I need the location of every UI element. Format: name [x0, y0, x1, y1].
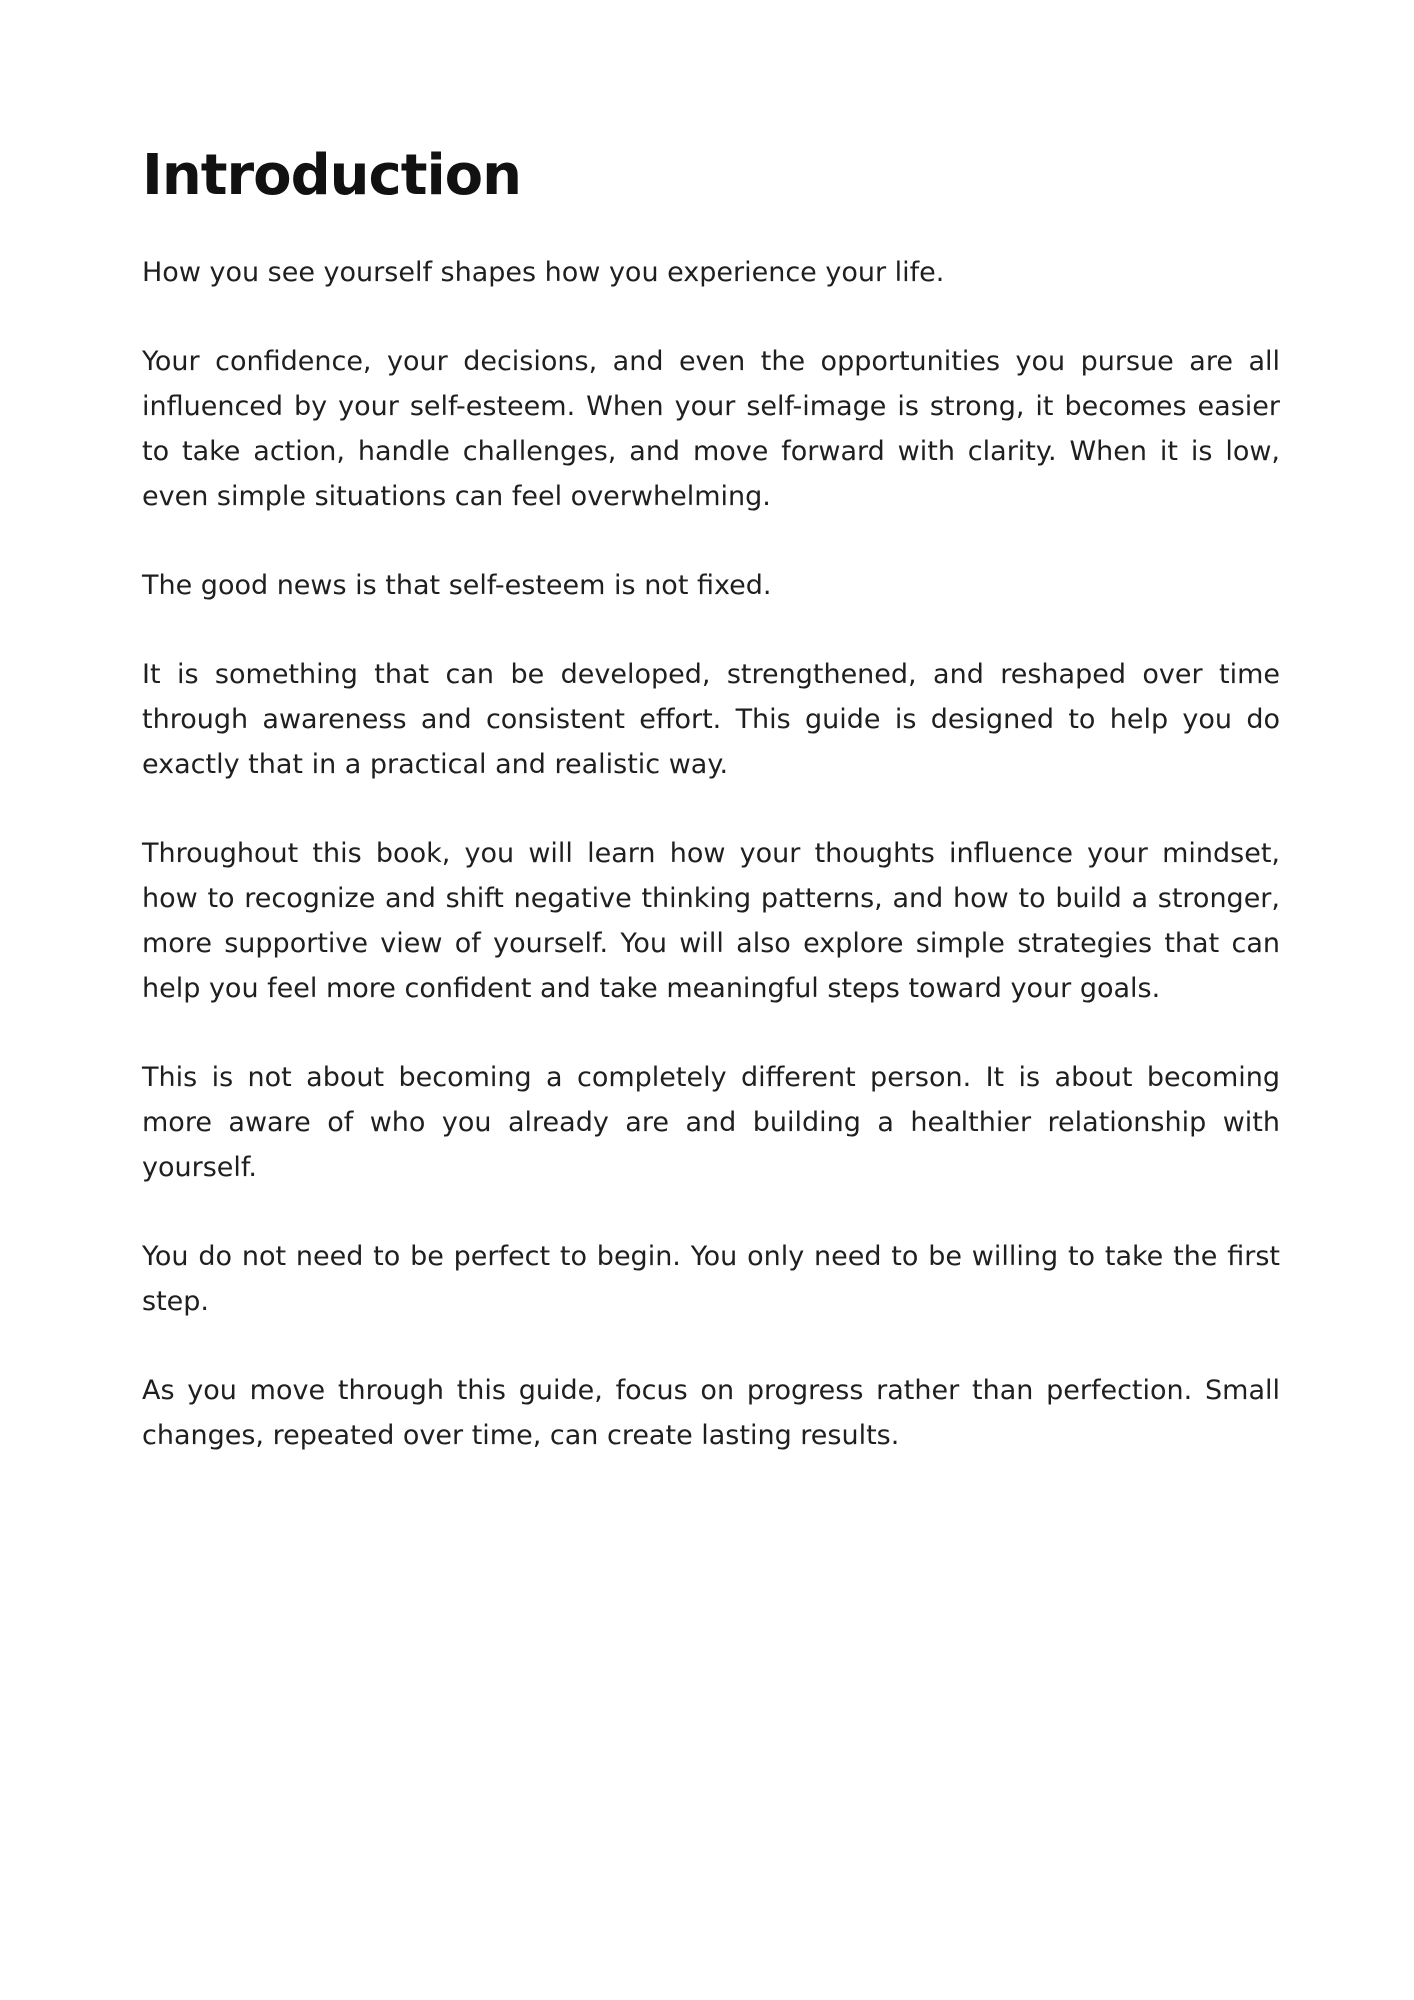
paragraph: As you move through this guide, focus on progress rather than perfection. Small changes, repeated over time, can create lasting results. — [142, 1375, 1280, 1451]
paragraph: You do not need to be perfect to begin. You only need to be willing to take the first step. — [142, 1241, 1280, 1317]
paragraph: The good news is that self-esteem is not fixed. — [142, 570, 772, 601]
body-text — [142, 250, 1280, 1502]
paragraph: This is not about becoming a completely different person. It is about becoming more aware of who you already are and building a healthier relationship with yourself. — [142, 1062, 1280, 1183]
page-title: Introduction — [142, 143, 522, 208]
paragraph: Throughout this book, you will learn how your thoughts influence your mindset, how to recognize and shift negative thinking patterns, and how to build a stronger, more supportive view of yourself. You will also explore simple strategies that can help you feel more confident and take meaningful steps toward your goals. — [142, 838, 1280, 1004]
paragraph: How you see yourself shapes how you experience your life. — [142, 257, 945, 288]
paragraph: Your confidence, your decisions, and even the opportunities you pursue are all influenced by your self-esteem. When your self-image is strong, it becomes easier to take action, handle challenges, and move forward with clarity. When it is low, even simple situations can feel overwhelming. — [142, 346, 1280, 512]
paragraph: It is something that can be developed, strengthened, and reshaped over time through awareness and consistent effort. This guide is designed to help you do exactly that in a practical and realistic way. — [142, 659, 1280, 780]
